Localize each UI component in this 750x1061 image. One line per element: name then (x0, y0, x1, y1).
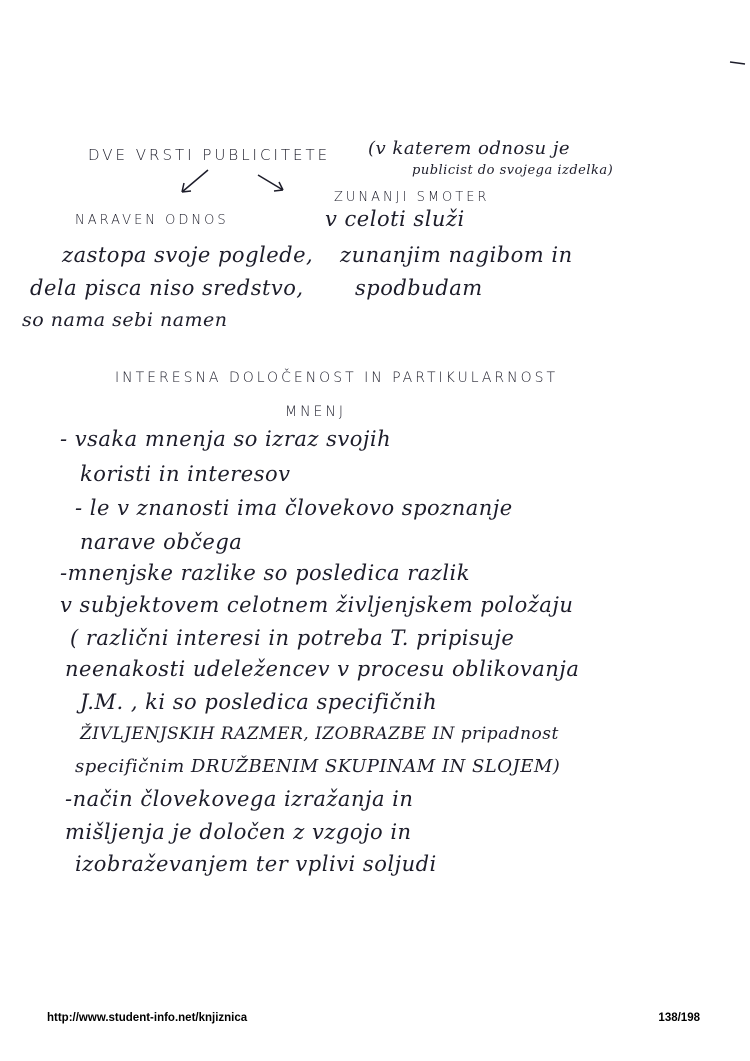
body-line: izobraževanjem ter vplivi soljudi (75, 852, 437, 876)
page-number: 138/198 (658, 1012, 700, 1024)
body-line: -mnenjske razlike so posledica razlik (60, 561, 470, 585)
body-line: specifičnim DRUŽBENIM SKUPINAM IN SLOJEM) (75, 756, 561, 777)
body-line: v subjektovem celotnem življenjskem položaju (60, 593, 574, 617)
right-line: v celoti služi (325, 207, 465, 231)
footer-url[interactable]: http://www.student-info.net/knjiznica (47, 1012, 248, 1024)
body-line: mišljenja je določen z vzgojo in (65, 820, 412, 844)
right-line: spodbudam (355, 276, 483, 300)
notes-title: DVE VRSTI PUBLICITETE (88, 146, 331, 164)
arrow-left-icon (182, 170, 208, 192)
section-heading: INTERESNA DOLOČENOST IN PARTIKULARNOST (115, 370, 559, 386)
left-heading: NARAVEN ODNOS (75, 213, 229, 228)
left-line: zastopa svoje poglede, (62, 243, 314, 267)
body-line: ( različni interesi in potreba T. pripisuje (70, 626, 515, 650)
body-line: -način človekovega izražanja in (65, 787, 414, 811)
title-note-1: (v katerem odnosu je (368, 138, 571, 159)
body-line: - vsaka mnenja so izraz svojih (60, 427, 392, 451)
body-line: neenakosti udeležencev v procesu oblikovanja (65, 657, 580, 681)
section-heading-2: MNENJ (285, 404, 346, 420)
body-line: koristi in interesov (80, 462, 291, 486)
title-note-2: publicist do svojega izdelka) (412, 163, 614, 178)
body-line: J.M. , ki so posledica specifičnih (80, 690, 438, 714)
scan-mark (730, 62, 745, 64)
arrow-right-icon (258, 175, 283, 191)
left-line: so nama sebi namen (22, 309, 228, 331)
body-line: ŽIVLJENJSKIH RAZMER, IZOBRAZBE IN pripadnost (80, 724, 559, 744)
left-line: dela pisca niso sredstvo, (30, 276, 304, 300)
body-line: - le v znanosti ima človekovo spoznanje (75, 496, 513, 520)
right-line: zunanjim nagibom in (340, 243, 573, 267)
body-line: narave občega (80, 530, 243, 554)
right-heading: ZUNANJI SMOTER (334, 190, 490, 205)
